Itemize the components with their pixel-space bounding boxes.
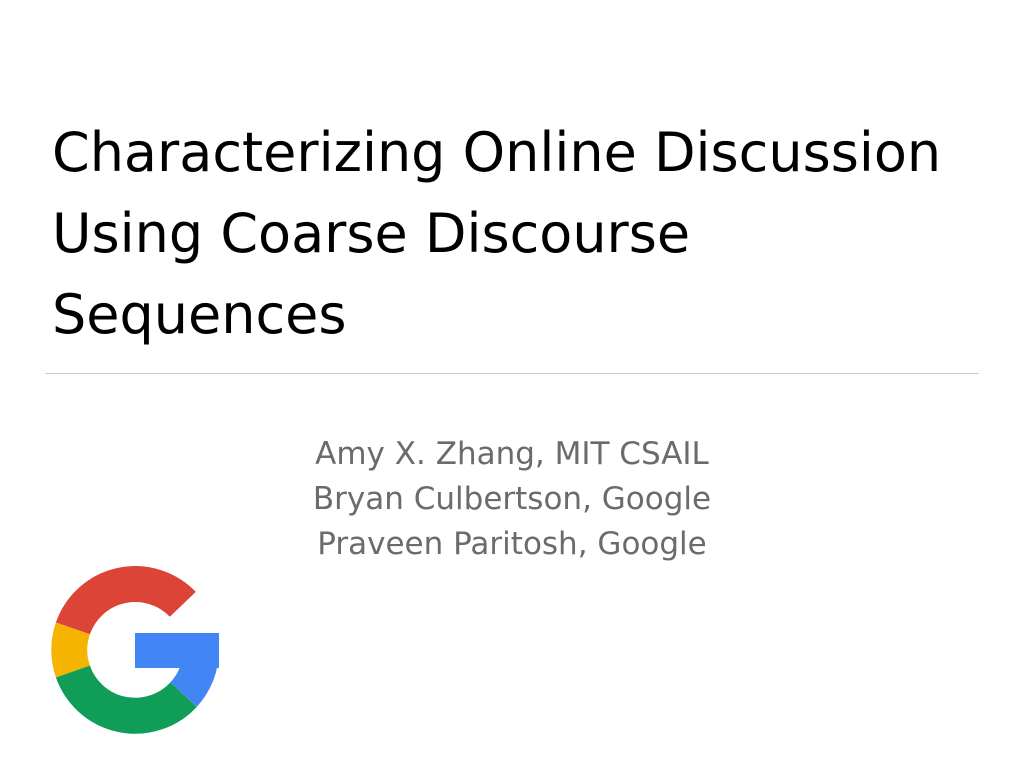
title-line-1: Characterizing Online Discussion bbox=[52, 121, 942, 184]
google-g-logo-icon bbox=[51, 566, 219, 734]
logo-blue-bar bbox=[135, 633, 219, 668]
logo-red-segment bbox=[73, 584, 183, 628]
author-list bbox=[262, 432, 762, 567]
title-line-3: Sequences bbox=[52, 283, 347, 346]
author-3: Praveen Paritosh, Google bbox=[317, 526, 707, 562]
author-1: Amy X. Zhang, MIT CSAIL bbox=[315, 436, 709, 472]
title-line-2: Using Coarse Discourse bbox=[52, 202, 691, 265]
author-2: Bryan Culbertson, Google bbox=[312, 481, 712, 517]
logo-yellow-segment bbox=[69, 628, 73, 671]
title-divider bbox=[45, 373, 979, 374]
logo-green-segment bbox=[73, 672, 184, 716]
slide-title bbox=[52, 112, 992, 355]
